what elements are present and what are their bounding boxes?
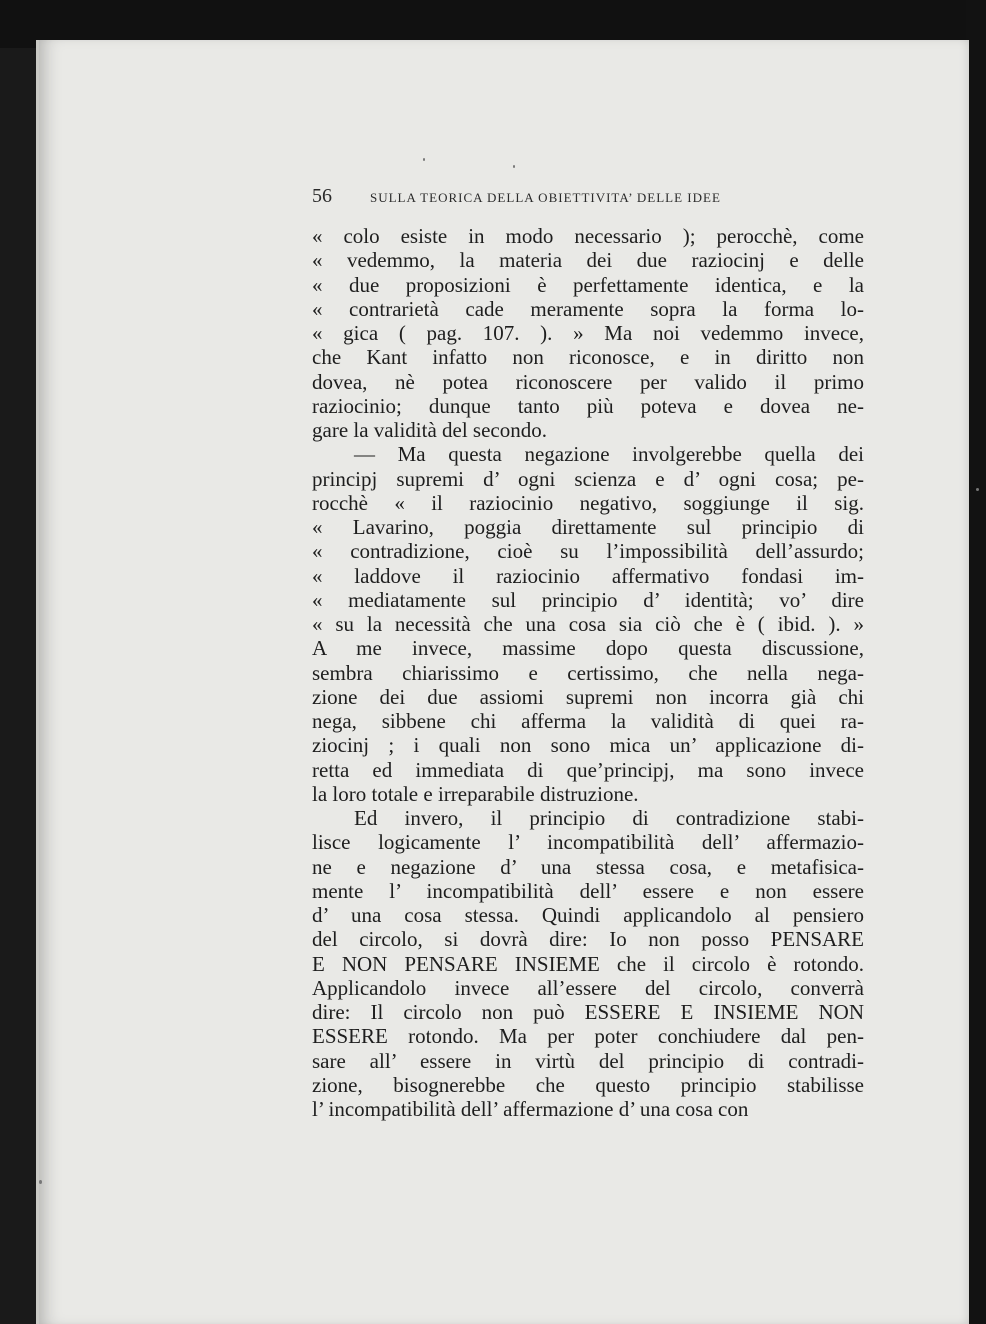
paper-speck	[513, 165, 515, 168]
text-line: « vedemmo, la materia dei due raziocinj e delle	[312, 248, 864, 273]
text-line: « Lavarino, poggia direttamente sul principio di	[312, 515, 864, 539]
text-line: « gica ( pag. 107. ). » Ma noi vedemmo invece,	[312, 321, 864, 345]
text-line: Applicandolo invece all’essere del circolo, converrà	[312, 975, 864, 1000]
text-line: principj supremi d’ ogni scienza e d’ ogni cosa; pe-	[312, 466, 864, 491]
text-line: zione dei due assiomi supremi non incorra già chi	[312, 684, 864, 709]
text-line: « mediatamente sul principio d’ identità; vo’ dire	[312, 587, 864, 612]
text-line: sembra chiarissimo e certissimo, che nella nega-	[312, 660, 864, 685]
text-line: ziocinj ; i quali non sono mica un’ applicazione di-	[312, 733, 864, 758]
body-text	[312, 224, 864, 1121]
text-line: del circolo, si dovrà dire: Io non posso PENSARE	[312, 927, 864, 952]
paper-speck	[976, 488, 979, 491]
text-line: « contrarietà cade meramente sopra la forma lo-	[312, 296, 864, 321]
text-line: « due proposizioni è perfettamente identica, e la	[312, 272, 864, 297]
text-line: che Kant infatto non riconosce, e in diritto non	[312, 345, 864, 370]
text-line: mente l’ incompatibilità dell’ essere e non essere	[312, 878, 864, 903]
text-line: rocchè « il raziocinio negativo, soggiunge il sig.	[312, 490, 864, 515]
text-line: dovea, nè potea riconoscere per valido il primo	[312, 369, 864, 394]
text-line: raziocinio; dunque tanto più poteva e dovea ne-	[312, 393, 864, 418]
text-line: « contradizione, cioè su l’impossibilità dell’assurdo;	[312, 539, 864, 564]
running-head: SULLA TEORICA DELLA OBIETTIVITA’ DELLE IDEE	[370, 190, 721, 205]
paragraph	[312, 224, 864, 442]
text-line: ESSERE rotondo. Ma per poter conchiudere dal pen-	[312, 1024, 864, 1049]
paper-speck	[39, 1180, 42, 1184]
text-line: dire: Il circolo non può ESSERE E INSIEME NON	[312, 1000, 864, 1024]
text-line: retta ed immediata di que’principj, ma sono invece	[312, 757, 864, 782]
page-header	[312, 185, 864, 209]
text-line: ne e negazione d’ una stessa cosa, e metafisica-	[312, 854, 864, 879]
text-line: lisce logicamente l’ incompatibilità dell’ affermazio-	[312, 830, 864, 855]
paragraph	[312, 806, 864, 1121]
text-line: « laddove il raziocinio affermativo fondasi im-	[312, 563, 864, 588]
text-line: « colo esiste in modo necessario ); perocchè, come	[312, 224, 864, 248]
paper-speck	[423, 158, 425, 161]
text-line: « su la necessità che una cosa sia ciò che è ( ibid. ). »	[312, 612, 864, 636]
text-line: E NON PENSARE INSIEME che il circolo è rotondo.	[312, 951, 864, 976]
text-line: — Ma questa negazione involgerebbe quella dei	[354, 442, 864, 467]
scan-background-right	[966, 0, 986, 1324]
text-line: nega, sibbene chi afferma la validità di quei ra-	[312, 709, 864, 733]
text-line: la loro totale e irreparabile distruzione.	[312, 781, 639, 806]
paragraph	[312, 442, 864, 806]
text-line: A me invece, massime dopo questa discussione,	[312, 636, 864, 661]
text-line: gare la validità del secondo.	[312, 418, 547, 442]
text-line: sare all’ essere in virtù del principio di contradi-	[312, 1048, 864, 1073]
page-number: 56	[312, 185, 332, 207]
text-line: zione, bisognerebbe che questo principio stabilisse	[312, 1072, 864, 1097]
text-line: l’ incompatibilità dell’ affermazione d’ una cosa con	[312, 1097, 749, 1121]
text-line: Ed invero, il principio di contradizione stabi-	[354, 806, 864, 830]
text-line: d’ una cosa stessa. Quindi applicandolo al pensiero	[312, 903, 864, 927]
